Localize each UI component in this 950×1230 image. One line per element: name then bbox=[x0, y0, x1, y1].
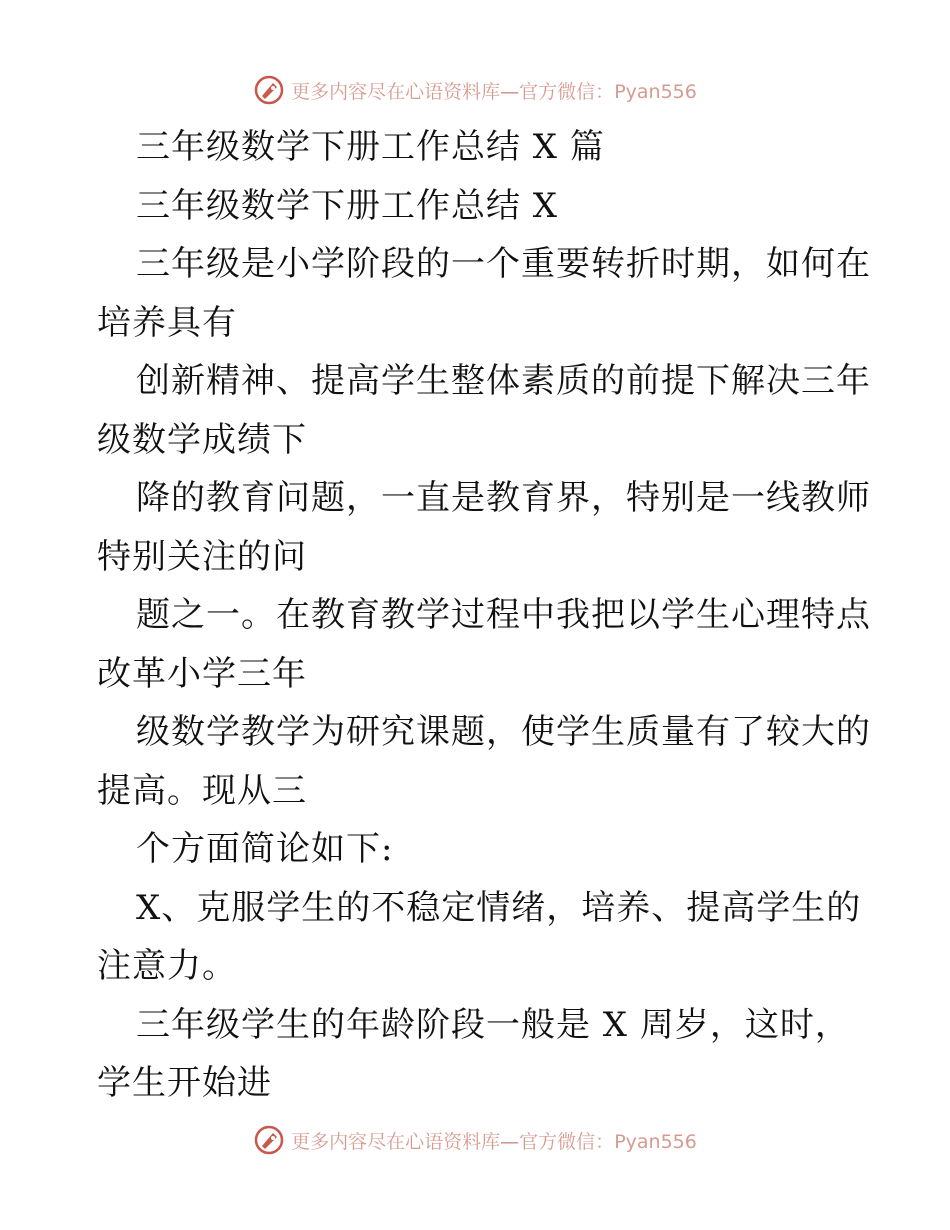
document-title: 三年级数学下册工作总结 X 篇 bbox=[136, 127, 605, 167]
paragraph-line: 个方面简论如下: bbox=[136, 829, 394, 869]
section-heading: X、克服学生的不稳定情绪，培养、提高学生的 bbox=[136, 887, 862, 928]
pen-nib-logo-icon bbox=[253, 1124, 285, 1156]
footer-watermark bbox=[0, 1120, 950, 1160]
paragraph-line: 三年级是小学阶段的一个重要转折时期，如何在 bbox=[136, 244, 871, 284]
watermark-text bbox=[291, 77, 697, 104]
paragraph-line: 培养具有 bbox=[97, 302, 237, 343]
paragraph-line: 题之一。在教育教学过程中我把以学生心理特点 bbox=[136, 595, 871, 635]
watermark-wechat-label: 官方微信： bbox=[519, 80, 615, 103]
document-subtitle: 三年级数学下册工作总结 X bbox=[136, 185, 559, 226]
watermark-wechat-id: Pyan556 bbox=[614, 1130, 697, 1153]
paragraph-line: 改革小学三年 bbox=[97, 653, 307, 694]
paragraph-line: 特别关注的问 bbox=[97, 536, 307, 577]
watermark-main-text: 更多内容尽在心语资料库 bbox=[291, 1130, 501, 1153]
watermark-wechat-label: 官方微信： bbox=[519, 1130, 615, 1153]
section-heading-continued: 注意力。 bbox=[97, 946, 237, 986]
watermark-text bbox=[291, 1127, 697, 1154]
watermark-main-text: 更多内容尽在心语资料库 bbox=[291, 80, 501, 103]
paragraph-line: 级数学教学为研究课题，使学生质量有了较大的 bbox=[136, 712, 871, 752]
paragraph-line: 创新精神、提高学生整体素质的前提下解决三年 bbox=[136, 361, 871, 401]
paragraph-line: 降的教育问题，一直是教育界，特别是一线教师 bbox=[136, 478, 871, 518]
document-body bbox=[97, 118, 871, 1113]
paragraph-line: 三年级学生的年龄阶段一般是 X 周岁，这时， bbox=[136, 1004, 850, 1045]
paragraph-line: 级数学成绩下 bbox=[97, 419, 307, 460]
paragraph-line: 学生开始进 bbox=[97, 1063, 272, 1103]
paragraph-line: 提高。现从三 bbox=[97, 770, 307, 811]
header-watermark bbox=[0, 70, 950, 110]
pen-nib-logo-icon bbox=[253, 74, 285, 106]
watermark-wechat-id: Pyan556 bbox=[614, 80, 697, 103]
watermark-dash: — bbox=[500, 80, 520, 103]
watermark-dash: — bbox=[500, 1130, 520, 1153]
